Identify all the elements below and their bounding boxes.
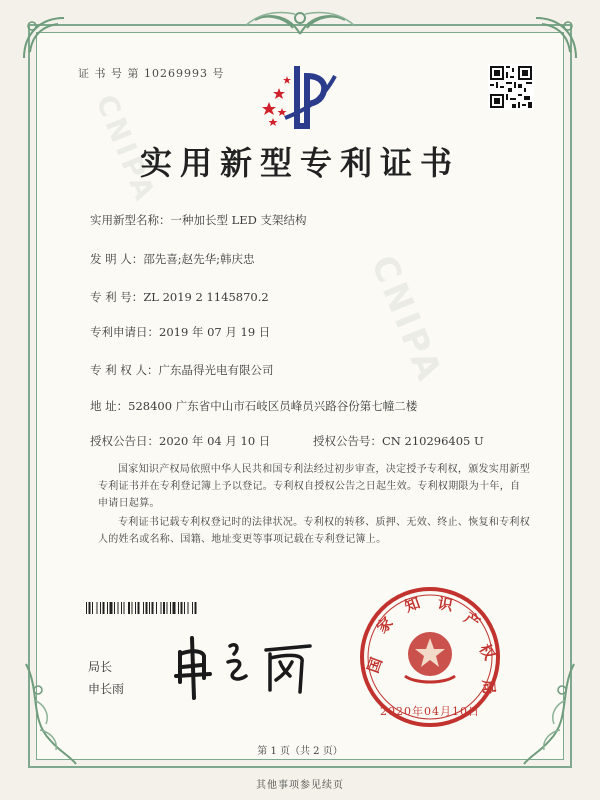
field-grant-date bbox=[90, 433, 270, 449]
field-value: ZL 2019 2 1145870.2 bbox=[143, 290, 269, 304]
field-label: 地 址： bbox=[90, 399, 129, 413]
signatory-title: 局长 bbox=[88, 660, 113, 674]
top-ornament bbox=[235, 6, 365, 38]
page-number: 第 1 页（共 2 页） bbox=[257, 746, 343, 757]
signatory-name: 申长雨 bbox=[88, 682, 125, 696]
qr-code bbox=[488, 64, 534, 110]
field-value: 2019 年 07 月 19 日 bbox=[159, 325, 271, 339]
field-label: 专利申请日： bbox=[90, 325, 159, 339]
field-patentee bbox=[90, 362, 273, 378]
seal-date: 2020年04月10日 bbox=[380, 705, 480, 718]
field-label: 专 利 号： bbox=[90, 290, 144, 304]
certificate-number: 证 书 号 第 10269993 号 bbox=[78, 67, 225, 80]
cnipa-logo bbox=[255, 62, 345, 132]
barcode bbox=[86, 602, 282, 614]
field-patent-number bbox=[90, 289, 269, 305]
body-paragraph-2: 专利证书记载专利权登记时的法律状况。专利权的转移、质押、无效、终止、恢复和专利权人的姓名或名称、国籍、地址变更等事项记载在专利登记簿上。 bbox=[98, 517, 530, 545]
field-value: CN 210296405 U bbox=[382, 434, 484, 448]
watermark-left: CNIPA bbox=[89, 90, 163, 209]
field-value: 2020 年 04 月 10 日 bbox=[159, 434, 271, 448]
field-value: 一种加长型 LED 支架结构 bbox=[170, 213, 307, 227]
field-label: 专 利 权 人： bbox=[90, 363, 159, 377]
svg-text:家: 家 bbox=[373, 613, 397, 637]
svg-text:局: 局 bbox=[479, 678, 499, 696]
field-application-date bbox=[90, 324, 270, 340]
field-inventor bbox=[90, 251, 255, 267]
certificate-title: 实用新型专利证书 bbox=[139, 144, 460, 182]
svg-text:识: 识 bbox=[436, 594, 455, 615]
svg-text:权: 权 bbox=[475, 641, 499, 664]
handwritten-signature bbox=[170, 632, 320, 702]
field-address bbox=[90, 398, 417, 414]
body-paragraph-1: 国家知识产权局依照中华人民共和国专利法经过初步审查，决定授予专利权，颁发实用新型专利证书并在专利登记簿上予以登记。专利权自授权公告之日起生效。专利权期限为十年，自申请日起算。 bbox=[98, 464, 530, 509]
field-label: 授权公告日： bbox=[90, 434, 159, 448]
field-label: 实用新型名称： bbox=[90, 213, 171, 227]
field-grant-number bbox=[313, 433, 484, 449]
svg-text:知: 知 bbox=[402, 593, 423, 616]
top-left-ornament bbox=[20, 14, 68, 62]
field-utility-model-name bbox=[90, 212, 307, 228]
svg-text:国: 国 bbox=[363, 655, 386, 676]
field-value: 邵先喜;赵先华;韩庆忠 bbox=[143, 252, 255, 266]
field-value: 528400 广东省中山市石岐区员峰员兴路谷份第七幢二楼 bbox=[128, 399, 418, 413]
field-label: 发 明 人： bbox=[90, 252, 144, 266]
watermark-right: CNIPA bbox=[362, 250, 451, 390]
svg-text:产: 产 bbox=[460, 608, 484, 632]
top-right-ornament bbox=[532, 14, 580, 62]
field-value: 广东晶得光电有限公司 bbox=[158, 363, 274, 377]
footer-note: 其他事项参见续页 bbox=[256, 780, 344, 791]
field-label: 授权公告号： bbox=[313, 434, 382, 448]
